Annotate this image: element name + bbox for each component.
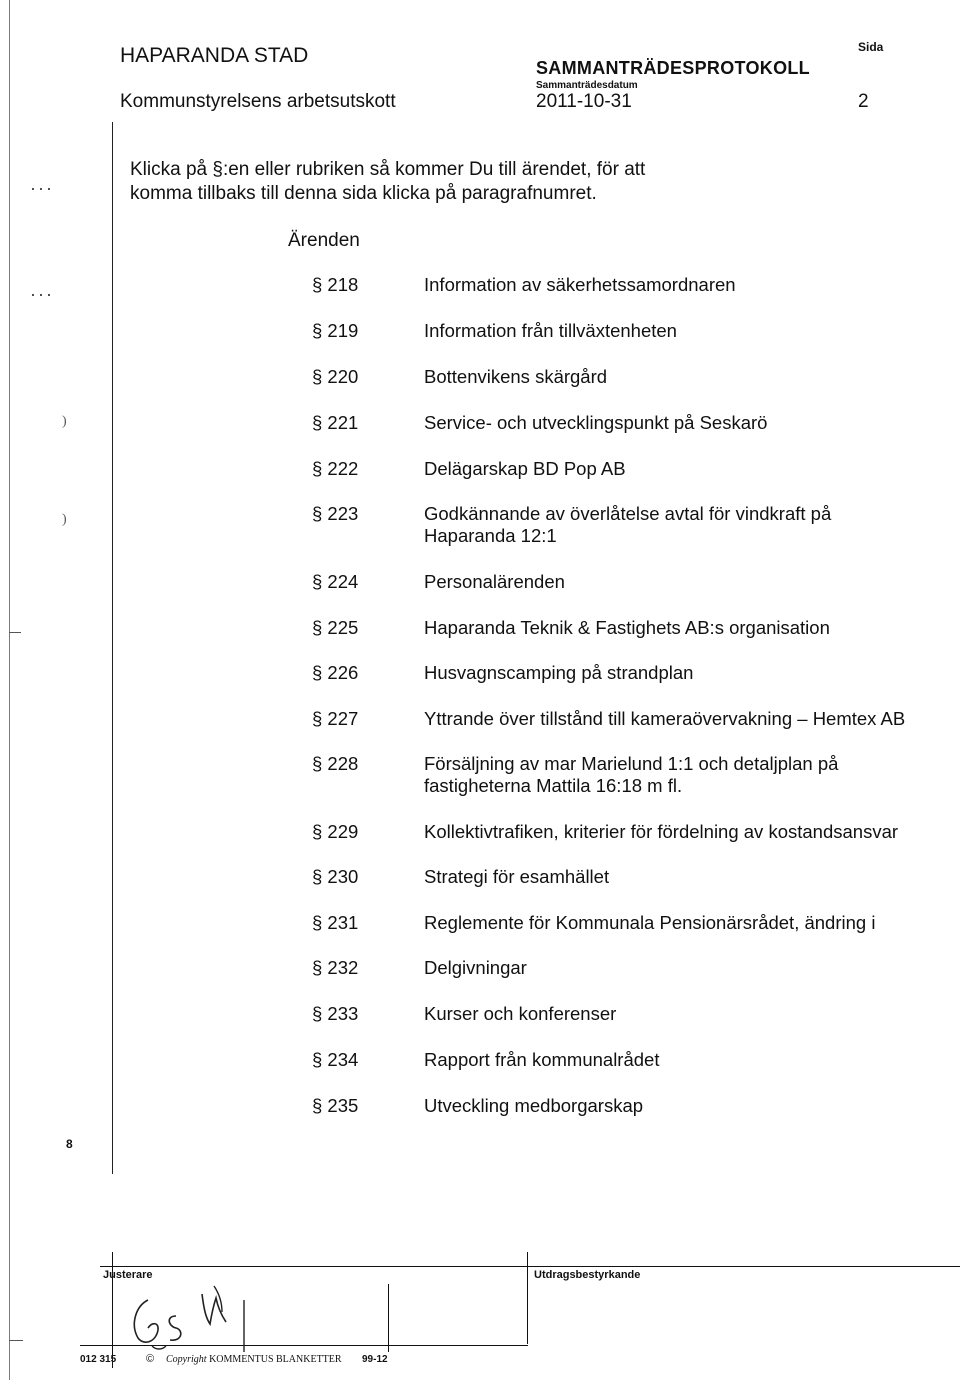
paragraph-link[interactable]: § 229 xyxy=(312,821,359,842)
paragraph-link[interactable]: § 219 xyxy=(312,320,359,341)
item-title-link[interactable]: Information av säkerhetssamordnaren xyxy=(424,274,736,295)
intro-text: Klicka på §:en eller rubriken så kommer Du till ärendet, för att komma tillbaks till denna sida klicka på paragrafnumret. xyxy=(130,159,646,204)
meeting-date: 2011-10-31 xyxy=(536,91,632,112)
page-label: Sida xyxy=(858,40,884,54)
publisher-name: KOMMENTUS BLANKETTER xyxy=(209,1354,342,1365)
left-margin-rule xyxy=(112,122,113,1174)
footer-divider xyxy=(388,1284,389,1352)
footer-divider xyxy=(527,1252,528,1344)
paragraph-link[interactable]: § 224 xyxy=(312,571,359,592)
item-title-link[interactable]: Godkännande av överlåtelse avtal för vindkraft på Haparanda 12:1 xyxy=(424,503,832,546)
page-number: 2 xyxy=(858,91,869,112)
paragraph-link[interactable]: § 234 xyxy=(312,1049,359,1070)
utdrag-label: Utdragsbestyrkande xyxy=(534,1269,641,1281)
margin-number: 8 xyxy=(66,1137,73,1151)
scan-paren-mark: ) xyxy=(62,512,67,527)
paragraph-link[interactable]: § 228 xyxy=(312,753,359,774)
paragraph-link[interactable]: § 222 xyxy=(312,458,359,479)
paragraph-link[interactable]: § 225 xyxy=(312,617,359,638)
item-title-link[interactable]: Reglemente för Kommunala Pensionärsrådet, ändring i xyxy=(424,912,876,933)
scan-dots-mark: ··· xyxy=(30,178,54,198)
scan-paren-mark: ) xyxy=(62,414,67,429)
section-heading: Ärenden xyxy=(288,230,360,251)
item-title-link[interactable]: Kollektivtrafiken, kriterier för fördelning av kostandsansvar xyxy=(424,821,899,842)
form-code: 012 315 xyxy=(80,1354,117,1365)
paragraph-link[interactable]: § 220 xyxy=(312,366,359,387)
city-name: HAPARANDA STAD xyxy=(120,44,309,67)
paragraph-link[interactable]: § 235 xyxy=(312,1095,359,1116)
item-title-link[interactable]: Utveckling medborgarskap xyxy=(424,1095,644,1116)
scan-edge-tick xyxy=(9,632,21,633)
copyright-notice xyxy=(166,1354,342,1365)
protocol-title: SAMMANTRÄDESPROTOKOLL xyxy=(536,58,810,78)
paragraph-link[interactable]: § 221 xyxy=(312,412,359,433)
item-title-link[interactable]: Haparanda Teknik & Fastighets AB:s organisation xyxy=(424,617,830,638)
item-title-link[interactable]: Delägarskap BD Pop AB xyxy=(424,458,626,479)
paragraph-link[interactable]: § 233 xyxy=(312,1003,359,1024)
scan-dots-mark: ··· xyxy=(30,284,54,304)
paragraph-link[interactable]: § 223 xyxy=(312,503,359,524)
item-title-link[interactable]: Personalärenden xyxy=(424,571,565,592)
meeting-date-label: Sammanträdesdatum xyxy=(536,80,638,91)
item-title-link[interactable]: Kurser och konferenser xyxy=(424,1003,617,1024)
paragraph-link[interactable]: § 227 xyxy=(312,708,359,729)
item-title-link[interactable]: Försäljning av mar Marielund 1:1 och detaljplan på fastigheterna Mattila 16:18 m fl. xyxy=(424,753,839,796)
form-revision: 99-12 xyxy=(362,1354,388,1365)
item-title-link[interactable]: Yttrande över tillstånd till kameraövervakning – Hemtex AB xyxy=(424,708,906,729)
footer-top-rule xyxy=(100,1266,960,1267)
paragraph-link[interactable]: § 230 xyxy=(312,866,359,887)
handwritten-signature xyxy=(118,1272,268,1352)
item-title-link[interactable]: Service- och utvecklingspunkt på Seskarö xyxy=(424,412,768,433)
item-title-link[interactable]: Information från tillväxtenheten xyxy=(424,320,677,341)
item-title-link[interactable]: Bottenvikens skärgård xyxy=(424,366,608,387)
committee-name: Kommunstyrelsens arbetsutskott xyxy=(120,91,396,112)
copyright-word: Copyright xyxy=(166,1354,207,1365)
item-title-link[interactable]: Strategi för esamhället xyxy=(424,866,610,887)
scan-edge-tick xyxy=(9,1340,23,1341)
paragraph-link[interactable]: § 218 xyxy=(312,274,359,295)
paragraph-link[interactable]: § 231 xyxy=(312,912,359,933)
paragraph-link[interactable]: § 232 xyxy=(312,957,359,978)
item-title-link[interactable]: Delgivningar xyxy=(424,957,527,978)
scan-edge-line xyxy=(9,0,10,1380)
justerare-label: Justerare xyxy=(103,1269,153,1281)
item-title-link[interactable]: Husvagnscamping på strandplan xyxy=(424,662,694,683)
paragraph-link[interactable]: § 226 xyxy=(312,662,359,683)
item-title-link[interactable]: Rapport från kommunalrådet xyxy=(424,1049,660,1070)
copyright-symbol: © xyxy=(146,1353,155,1365)
